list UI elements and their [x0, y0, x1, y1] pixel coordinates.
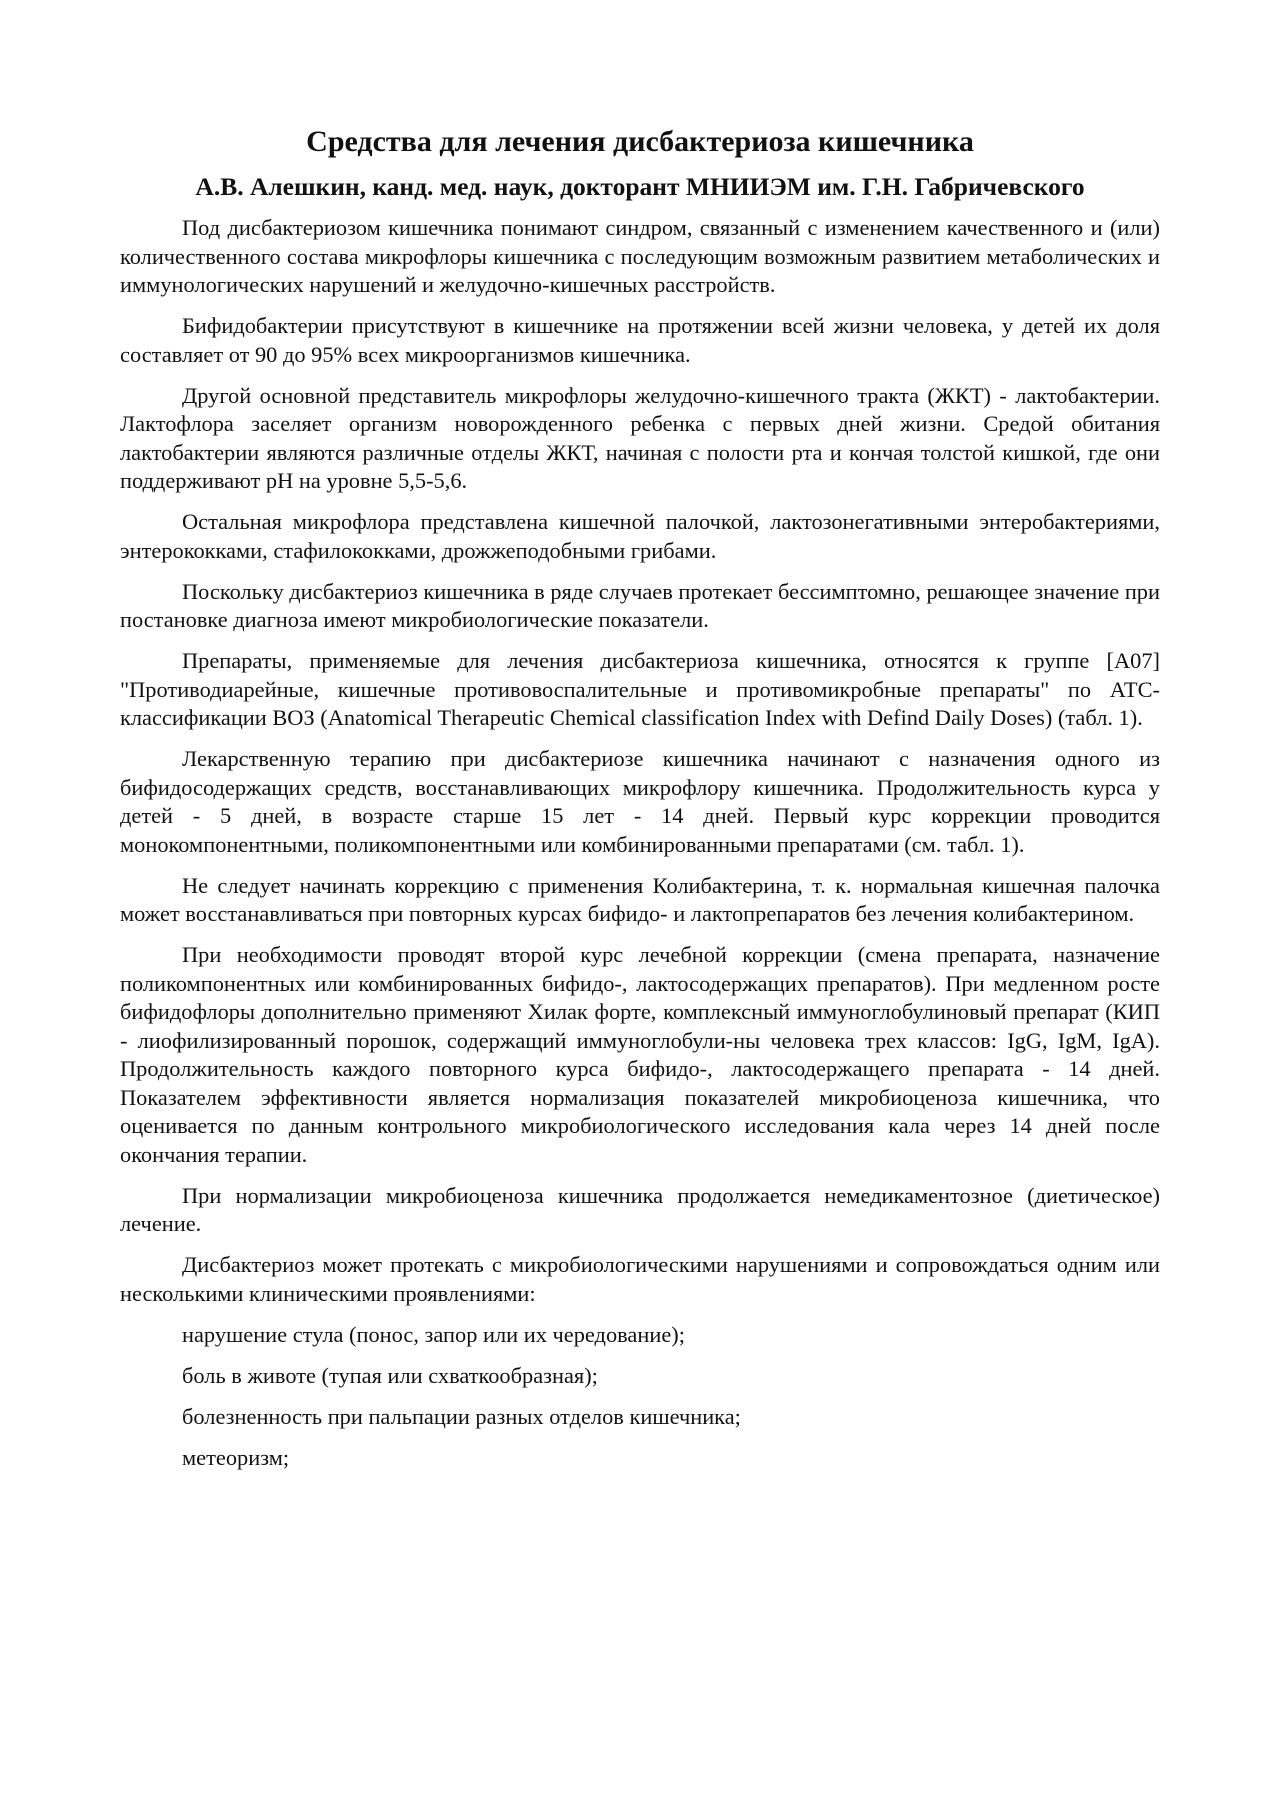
document-author: А.В. Алешкин, канд. мед. наук, докторант МНИИЭМ им. Г.Н. Габричевского [195, 172, 1085, 201]
paragraph: Под дисбактериозом кишечника понимают синдром, связанный с изменением качественного и (или) количественного состава микрофлоры кишечника с последующим возможным развитием метаболических и иммунологических нарушений и желудочно-кишечных расстройств. [120, 215, 1160, 297]
list-item: метеоризм; [182, 1444, 290, 1470]
paragraph: Поскольку дисбактериоз кишечника в ряде случаев протекает бессимптомно, решающее значение при постановке диагноза имеют микробиологические показатели. [120, 578, 1160, 632]
document-title: Средства для лечения дисбактериоза кишечника [306, 125, 974, 158]
list-item: боль в животе (тупая или схваткообразная); [182, 1362, 598, 1388]
paragraph: Бифидобактерии присутствуют в кишечнике на протяжении всей жизни человека, у детей их доля составляет от 90 до 95% всех микроорганизмов кишечника. [120, 313, 1160, 367]
document-page [120, 118, 1160, 1485]
paragraph: Другой основной представитель микрофлоры желудочно-кишечного тракта (ЖКТ) - лактобактерии. Лактофлора заселяет организм новорожденного ребенка с первых дней жизни. Средой обитания лактобактерии являются различные отделы ЖКТ, начиная с полости рта и кончая толстой кишкой, где они поддерживают pH на уровне 5,5-5,6. [120, 382, 1160, 493]
paragraph: Дисбактериоз может протекать с микробиологическими нарушениями и сопровождаться одним или несколькими клиническими проявлениями: [120, 1252, 1160, 1306]
paragraph: При необходимости проводят второй курс лечебной коррекции (смена препарата, назначение поликомпонентных или комбинированных бифидо-, лактосодержащих препаратов). При медленном росте бифидофлоры дополнительно применяют Хилак форте, комплексный иммуноглобулиновый препарат (КИП - лиофилизированный порошок, содержащий иммуноглобули-ны человека трех классов: IgG, IgM, IgA). Продолжительность каждого повторного курса бифидо-, лактосодержащего препарата - 14 дней. Показателем эффективности является нормализация показателей микробиоценоза кишечника, что оценивается по данным контрольного микробиологического исследования кала через 14 дней после окончания терапии. [120, 942, 1160, 1167]
list-item: нарушение стула (понос, запор или их чередование); [182, 1321, 685, 1347]
paragraph: Не следует начинать коррекцию с применения Колибактерина, т. к. нормальная кишечная палочка может восстанавливаться при повторных курсах бифидо- и лактопрепаратов без лечения колибактерином. [120, 872, 1160, 926]
paragraph: Остальная микрофлора представлена кишечной палочкой, лактозонегативными энтеробактериями, энтерококками, стафилококками, дрожжеподобными грибами. [120, 509, 1160, 563]
list-item: болезненность при пальпации разных отделов кишечника; [182, 1403, 741, 1429]
paragraph: Препараты, применяемые для лечения дисбактериоза кишечника, относятся к группе [A07] "Противодиарейные, кишечные противовоспалительные и противомикробные препараты" по АТС-классификации ВОЗ (Anatomical Therapeutic Chemical classification Index with Defind Daily Doses) (табл. 1). [120, 648, 1160, 730]
paragraph: При нормализации микробиоценоза кишечника продолжается немедикаментозное (диетическое) лечение. [120, 1182, 1160, 1236]
paragraph: Лекарственную терапию при дисбактериозе кишечника начинают с назначения одного из бифидосодержащих средств, восстанавливающих микрофлору кишечника. Продолжительность курса у детей - 5 дней, в возрасте старше 15 лет - 14 дней. Первый курс коррекции проводится монокомпонентными, поликомпонентными или комбинированными препаратами (см. табл. 1). [120, 746, 1160, 857]
